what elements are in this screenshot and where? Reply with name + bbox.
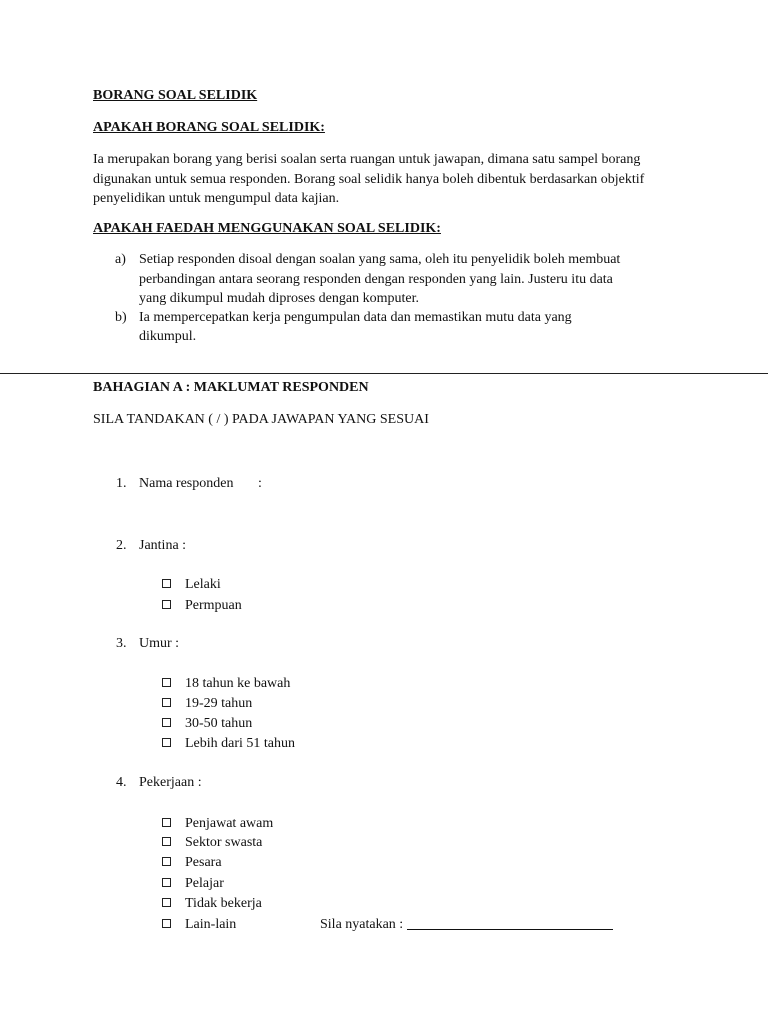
- option-label: Pelajar: [185, 876, 224, 891]
- checkbox-icon[interactable]: [162, 718, 171, 727]
- option-lelaki[interactable]: [162, 577, 221, 593]
- list-item-a-line-2: perbandingan antara seorang responden dengan responden yang lain. Justeru itu data: [139, 272, 613, 287]
- q2-label: Jantina :: [139, 538, 187, 553]
- option-label: 19-29 tahun: [185, 696, 253, 711]
- checkbox-icon[interactable]: [162, 698, 171, 707]
- list-marker-b: b): [115, 310, 127, 325]
- checkbox-icon[interactable]: [162, 837, 171, 846]
- option-label: Lebih dari 51 tahun: [185, 736, 296, 751]
- option-pelajar[interactable]: [162, 876, 224, 892]
- document-title: BORANG SOAL SELIDIK: [93, 88, 258, 103]
- q1-number: 1.: [116, 476, 127, 491]
- part-a-heading: BAHAGIAN A : MAKLUMAT RESPONDEN: [93, 380, 369, 395]
- option-tidak-bekerja[interactable]: [162, 896, 262, 912]
- option-18-bawah[interactable]: [162, 676, 290, 692]
- q4-label: Pekerjaan :: [139, 775, 202, 790]
- checkbox-icon[interactable]: [162, 600, 171, 609]
- specify-label: Sila nyatakan :: [320, 917, 404, 932]
- checkbox-icon[interactable]: [162, 919, 171, 928]
- q3-number: 3.: [116, 636, 127, 651]
- checkbox-icon[interactable]: [162, 898, 171, 907]
- q3-label: Umur :: [139, 636, 180, 651]
- option-label: Tidak bekerja: [185, 896, 262, 911]
- option-penjawat-awam[interactable]: [162, 816, 273, 832]
- list-item-b-line-1: Ia mempercepatkan kerja pengumpulan data dan memastikan mutu data yang: [139, 310, 572, 325]
- checkbox-icon[interactable]: [162, 857, 171, 866]
- section-paragraph-what-is: Ia merupakan borang yang berisi soalan serta ruangan untuk jawapan, dimana satu sampel borang digunakan untuk semua responden. Borang soal selidik hanya boleh dibentuk berdasarkan objektif penyelidikan untuk mengumpul data kajian.: [93, 152, 645, 206]
- specify-input-line[interactable]: [407, 917, 613, 930]
- checkbox-icon[interactable]: [162, 678, 171, 687]
- option-lain-lain[interactable]: [162, 917, 236, 933]
- specify-field[interactable]: [320, 917, 613, 933]
- list-item-b-line-2: dikumpul.: [139, 329, 197, 344]
- q2-number: 2.: [116, 538, 127, 553]
- q1-colon: :: [258, 476, 262, 491]
- checkbox-icon[interactable]: [162, 878, 171, 887]
- option-pesara[interactable]: [162, 855, 222, 871]
- option-sektor-swasta[interactable]: [162, 835, 262, 851]
- option-label: 30-50 tahun: [185, 716, 253, 731]
- option-lebih-51[interactable]: [162, 736, 295, 752]
- section-heading-benefits: APAKAH FAEDAH MENGGUNAKAN SOAL SELIDIK:: [93, 221, 441, 236]
- option-label: Pesara: [185, 855, 222, 870]
- option-label: Lelaki: [185, 577, 221, 592]
- list-item-a-line-3: yang dikumpul mudah diproses dengan komputer.: [139, 291, 419, 306]
- option-label: 18 tahun ke bawah: [185, 676, 291, 691]
- option-label: Permpuan: [185, 598, 242, 613]
- q4-number: 4.: [116, 775, 127, 790]
- checkbox-icon[interactable]: [162, 738, 171, 747]
- horizontal-divider: [0, 373, 768, 374]
- list-item-a-line-1: Setiap responden disoal dengan soalan yang sama, oleh itu penyelidik boleh membuat: [139, 252, 621, 267]
- option-19-29[interactable]: [162, 696, 252, 712]
- list-marker-a: a): [115, 252, 126, 267]
- part-a-instruction: SILA TANDAKAN ( / ) PADA JAWAPAN YANG SESUAI: [93, 412, 429, 427]
- option-permpuan[interactable]: [162, 598, 242, 614]
- option-label: Sektor swasta: [185, 835, 263, 850]
- option-label: Penjawat awam: [185, 816, 274, 831]
- section-heading-what-is: APAKAH BORANG SOAL SELIDIK:: [93, 120, 325, 135]
- q1-label: Nama responden: [139, 476, 234, 491]
- option-label: Lain-lain: [185, 917, 237, 932]
- checkbox-icon[interactable]: [162, 579, 171, 588]
- checkbox-icon[interactable]: [162, 818, 171, 827]
- option-30-50[interactable]: [162, 716, 252, 732]
